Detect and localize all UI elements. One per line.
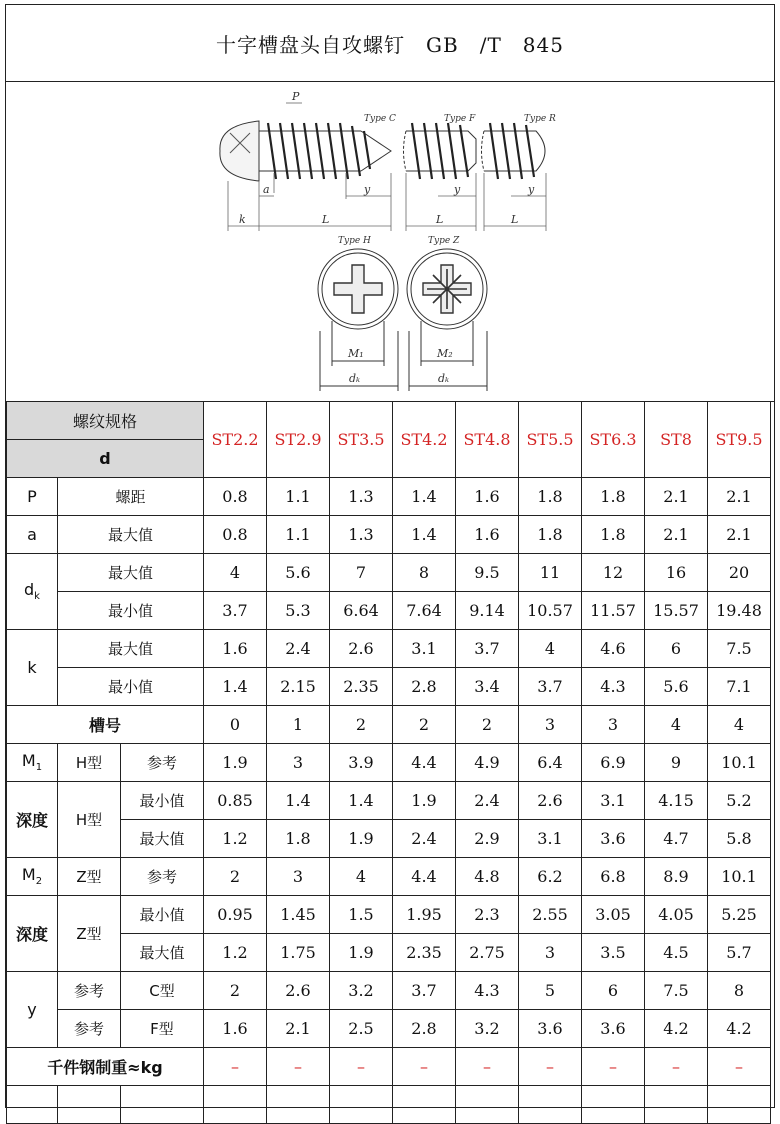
value-cell: 1.8 bbox=[519, 516, 582, 554]
value-cell: 2.35 bbox=[330, 668, 393, 706]
table-row bbox=[7, 820, 771, 858]
value-cell: 2.3 bbox=[456, 896, 519, 934]
value-cell: 2.8 bbox=[393, 1010, 456, 1048]
value-cell: 1.2 bbox=[204, 934, 267, 972]
value-cell: 4 bbox=[645, 706, 708, 744]
symbol-text: M bbox=[21, 865, 36, 885]
row-type: H型 bbox=[58, 782, 121, 858]
blank-cell bbox=[708, 1086, 771, 1124]
value-cell: 0.8 bbox=[204, 478, 267, 516]
value-cell: 6.8 bbox=[582, 858, 645, 896]
value-cell: – bbox=[708, 1048, 771, 1086]
value-cell: – bbox=[645, 1048, 708, 1086]
value-cell: 4.15 bbox=[645, 782, 708, 820]
value-cell: 5.2 bbox=[708, 782, 771, 820]
value-cell: 10.1 bbox=[708, 744, 771, 782]
value-cell: – bbox=[393, 1048, 456, 1086]
dk-label-z: dₖ bbox=[438, 372, 450, 385]
table-row bbox=[7, 516, 771, 554]
value-cell: 15.57 bbox=[645, 592, 708, 630]
value-cell: 3.2 bbox=[330, 972, 393, 1010]
symbol-text: d bbox=[24, 580, 35, 600]
value-cell: 3 bbox=[519, 934, 582, 972]
row-label: 参考 bbox=[58, 972, 121, 1010]
row-type: Z型 bbox=[58, 896, 121, 972]
row-label: 最大值 bbox=[58, 554, 204, 592]
value-cell: 1.6 bbox=[456, 478, 519, 516]
value-cell: 4.3 bbox=[456, 972, 519, 1010]
size-header: ST8 bbox=[645, 402, 708, 478]
value-cell: 8 bbox=[708, 972, 771, 1010]
value-cell: 1.75 bbox=[267, 934, 330, 972]
value-cell: 10.57 bbox=[519, 592, 582, 630]
row-label: 最小值 bbox=[121, 896, 204, 934]
value-cell: 2.6 bbox=[519, 782, 582, 820]
type-c-label: Type C bbox=[364, 114, 396, 124]
value-cell: 5.8 bbox=[708, 820, 771, 858]
value-cell: 6.64 bbox=[330, 592, 393, 630]
value-cell: 4 bbox=[519, 630, 582, 668]
value-cell: – bbox=[330, 1048, 393, 1086]
value-cell: 3.7 bbox=[204, 592, 267, 630]
row-type: F型 bbox=[121, 1010, 204, 1048]
row-symbol: P bbox=[7, 478, 58, 516]
row-symbol: 深度 bbox=[7, 896, 58, 972]
table-row bbox=[7, 896, 771, 934]
m2-label: M₂ bbox=[437, 347, 453, 360]
size-header: ST9.5 bbox=[708, 402, 771, 478]
row-symbol: y bbox=[7, 972, 58, 1048]
value-cell: 3 bbox=[519, 706, 582, 744]
value-cell: 1.8 bbox=[267, 820, 330, 858]
blank-cell bbox=[645, 1086, 708, 1124]
value-cell: 2 bbox=[330, 706, 393, 744]
row-label: 最小值 bbox=[58, 592, 204, 630]
value-cell: 2.15 bbox=[267, 668, 330, 706]
value-cell: 1.9 bbox=[393, 782, 456, 820]
value-cell: – bbox=[519, 1048, 582, 1086]
value-cell: 3.1 bbox=[582, 782, 645, 820]
value-cell: 1.4 bbox=[204, 668, 267, 706]
value-cell: 6.4 bbox=[519, 744, 582, 782]
value-cell: 2 bbox=[204, 858, 267, 896]
table-row bbox=[7, 668, 771, 706]
value-cell: 2 bbox=[393, 706, 456, 744]
value-cell: 2.1 bbox=[708, 516, 771, 554]
value-cell: 2.9 bbox=[456, 820, 519, 858]
blank-cell bbox=[58, 1086, 121, 1124]
table-row bbox=[7, 1010, 771, 1048]
value-cell: 3.7 bbox=[456, 630, 519, 668]
row-symbol bbox=[7, 744, 58, 782]
value-cell: 1.9 bbox=[330, 820, 393, 858]
row-label: 参考 bbox=[58, 1010, 121, 1048]
spec-table bbox=[6, 401, 771, 1124]
row-symbol: 深度 bbox=[7, 782, 58, 858]
row-label: 参考 bbox=[121, 858, 204, 896]
value-cell: 3.6 bbox=[582, 820, 645, 858]
value-cell: 2.1 bbox=[645, 516, 708, 554]
size-header: ST2.9 bbox=[267, 402, 330, 478]
table-row bbox=[7, 782, 771, 820]
value-cell: 11.57 bbox=[582, 592, 645, 630]
blank-cell bbox=[7, 1086, 58, 1124]
value-cell: 2.1 bbox=[267, 1010, 330, 1048]
value-cell: 5.6 bbox=[645, 668, 708, 706]
value-cell: 20 bbox=[708, 554, 771, 592]
value-cell: 4 bbox=[330, 858, 393, 896]
value-cell: 7.64 bbox=[393, 592, 456, 630]
value-cell: 1.45 bbox=[267, 896, 330, 934]
dk-label-h: dₖ bbox=[349, 372, 361, 385]
value-cell: 1.4 bbox=[393, 478, 456, 516]
page-title: 十字槽盘头自攻螺钉 GB /T 845 bbox=[6, 5, 774, 82]
row-label: 最大值 bbox=[121, 820, 204, 858]
symbol-subscript: 2 bbox=[35, 876, 43, 888]
value-cell: 3.1 bbox=[519, 820, 582, 858]
row-symbol bbox=[7, 858, 58, 896]
table-row bbox=[7, 858, 771, 896]
row-label: 最小值 bbox=[121, 782, 204, 820]
value-cell: 5.6 bbox=[267, 554, 330, 592]
table-row bbox=[7, 478, 771, 516]
blank-cell bbox=[121, 1086, 204, 1124]
value-cell: 3.7 bbox=[393, 972, 456, 1010]
y-label-r: y bbox=[528, 183, 535, 196]
value-cell: 3.1 bbox=[393, 630, 456, 668]
row-symbol bbox=[7, 554, 58, 630]
value-cell: 1.6 bbox=[456, 516, 519, 554]
value-cell: 3.6 bbox=[519, 1010, 582, 1048]
value-cell: 7.5 bbox=[708, 630, 771, 668]
value-cell: 2.6 bbox=[267, 972, 330, 1010]
value-cell: 2.75 bbox=[456, 934, 519, 972]
value-cell: 1.1 bbox=[267, 516, 330, 554]
value-cell: – bbox=[582, 1048, 645, 1086]
type-z-head bbox=[407, 249, 487, 391]
value-cell: 7 bbox=[330, 554, 393, 592]
table-row bbox=[7, 554, 771, 592]
symbol-subscript: 1 bbox=[35, 762, 43, 774]
value-cell: 2.35 bbox=[393, 934, 456, 972]
value-cell: 4 bbox=[708, 706, 771, 744]
d-label: d bbox=[7, 440, 204, 478]
value-cell: 1.2 bbox=[204, 820, 267, 858]
value-cell: 19.48 bbox=[708, 592, 771, 630]
value-cell: 3.2 bbox=[456, 1010, 519, 1048]
table-row bbox=[7, 934, 771, 972]
k-label: k bbox=[239, 213, 246, 226]
value-cell: 8.9 bbox=[645, 858, 708, 896]
value-cell: 4.4 bbox=[393, 744, 456, 782]
size-header: ST2.2 bbox=[204, 402, 267, 478]
value-cell: 1.9 bbox=[204, 744, 267, 782]
spec-label: 螺纹规格 bbox=[7, 402, 204, 440]
row-type: Z型 bbox=[58, 858, 121, 896]
value-cell: 1.5 bbox=[330, 896, 393, 934]
blank-cell bbox=[456, 1086, 519, 1124]
value-cell: 11 bbox=[519, 554, 582, 592]
value-cell: 2.6 bbox=[330, 630, 393, 668]
row-symbol: k bbox=[7, 630, 58, 706]
value-cell: 9 bbox=[645, 744, 708, 782]
value-cell: 4.4 bbox=[393, 858, 456, 896]
y-label-c: y bbox=[364, 183, 371, 196]
symbol-subscript: k bbox=[34, 591, 40, 603]
l-label-f: L bbox=[436, 213, 444, 226]
row-label: 螺距 bbox=[58, 478, 204, 516]
value-cell: 4.5 bbox=[645, 934, 708, 972]
value-cell: 1.9 bbox=[330, 934, 393, 972]
value-cell: 0.8 bbox=[204, 516, 267, 554]
value-cell: 5.25 bbox=[708, 896, 771, 934]
value-cell: 8 bbox=[393, 554, 456, 592]
row-label: 槽号 bbox=[7, 706, 204, 744]
screw-drawing bbox=[6, 81, 774, 402]
value-cell: 1.3 bbox=[330, 478, 393, 516]
blank-cell bbox=[393, 1086, 456, 1124]
size-header: ST4.2 bbox=[393, 402, 456, 478]
table-row bbox=[7, 592, 771, 630]
screw-drawing-svg bbox=[6, 81, 774, 401]
value-cell: 3 bbox=[267, 858, 330, 896]
value-cell: 6 bbox=[582, 972, 645, 1010]
type-f-label: Type F bbox=[444, 114, 476, 124]
type-h-label: Type H bbox=[338, 236, 371, 246]
row-label: 最大值 bbox=[121, 934, 204, 972]
value-cell: 1 bbox=[267, 706, 330, 744]
l-label-c: L bbox=[322, 213, 330, 226]
row-type: H型 bbox=[58, 744, 121, 782]
type-h-head bbox=[318, 249, 398, 391]
row-label: 千件钢制重≈kg bbox=[7, 1048, 204, 1086]
value-cell: 3 bbox=[582, 706, 645, 744]
pitch-label: P bbox=[292, 90, 300, 103]
value-cell: – bbox=[267, 1048, 330, 1086]
size-header: ST3.5 bbox=[330, 402, 393, 478]
value-cell: 5.3 bbox=[267, 592, 330, 630]
spec-sheet bbox=[5, 4, 775, 1108]
value-cell: 9.14 bbox=[456, 592, 519, 630]
value-cell: 4.05 bbox=[645, 896, 708, 934]
value-cell: 4.8 bbox=[456, 858, 519, 896]
row-label: 最小值 bbox=[58, 668, 204, 706]
blank-cell bbox=[582, 1086, 645, 1124]
value-cell: 1.6 bbox=[204, 630, 267, 668]
value-cell: 2.8 bbox=[393, 668, 456, 706]
value-cell: 6 bbox=[645, 630, 708, 668]
value-cell: 5 bbox=[519, 972, 582, 1010]
value-cell: 0.85 bbox=[204, 782, 267, 820]
value-cell: 4.7 bbox=[645, 820, 708, 858]
value-cell: 3.4 bbox=[456, 668, 519, 706]
table-row bbox=[7, 706, 771, 744]
value-cell: 4 bbox=[204, 554, 267, 592]
type-z-label: Type Z bbox=[428, 236, 460, 246]
blank-cell bbox=[204, 1086, 267, 1124]
size-header: ST4.8 bbox=[456, 402, 519, 478]
value-cell: 2.4 bbox=[393, 820, 456, 858]
value-cell: 1.4 bbox=[267, 782, 330, 820]
row-symbol: a bbox=[7, 516, 58, 554]
value-cell: 4.9 bbox=[456, 744, 519, 782]
value-cell: 4.3 bbox=[582, 668, 645, 706]
a-label: a bbox=[263, 183, 270, 196]
table-row bbox=[7, 744, 771, 782]
value-cell: 1.3 bbox=[330, 516, 393, 554]
value-cell: 5.7 bbox=[708, 934, 771, 972]
value-cell: 1.8 bbox=[582, 478, 645, 516]
value-cell: 7.5 bbox=[645, 972, 708, 1010]
value-cell: 3.05 bbox=[582, 896, 645, 934]
symbol-text: M bbox=[21, 751, 36, 771]
value-cell: 1.8 bbox=[519, 478, 582, 516]
m1-label: M₁ bbox=[348, 347, 364, 360]
table-row bbox=[7, 972, 771, 1010]
value-cell: 3 bbox=[267, 744, 330, 782]
y-label-f: y bbox=[454, 183, 461, 196]
size-header: ST6.3 bbox=[582, 402, 645, 478]
value-cell: 2.1 bbox=[645, 478, 708, 516]
value-cell: 6.9 bbox=[582, 744, 645, 782]
value-cell: 4.2 bbox=[645, 1010, 708, 1048]
row-label: 参考 bbox=[121, 744, 204, 782]
value-cell: 3.7 bbox=[519, 668, 582, 706]
value-cell: 10.1 bbox=[708, 858, 771, 896]
row-type: C型 bbox=[121, 972, 204, 1010]
type-r-label: Type R bbox=[524, 114, 556, 124]
value-cell: 2.5 bbox=[330, 1010, 393, 1048]
value-cell: 1.1 bbox=[267, 478, 330, 516]
value-cell: 1.6 bbox=[204, 1010, 267, 1048]
table-row bbox=[7, 1048, 771, 1086]
value-cell: 2 bbox=[204, 972, 267, 1010]
size-header: ST5.5 bbox=[519, 402, 582, 478]
value-cell: 3.9 bbox=[330, 744, 393, 782]
row-label: 最大值 bbox=[58, 516, 204, 554]
table-row bbox=[7, 630, 771, 668]
blank-row bbox=[7, 1086, 771, 1124]
value-cell: 7.1 bbox=[708, 668, 771, 706]
l-label-r: L bbox=[511, 213, 519, 226]
value-cell: 2.4 bbox=[456, 782, 519, 820]
value-cell: 4.2 bbox=[708, 1010, 771, 1048]
blank-cell bbox=[267, 1086, 330, 1124]
value-cell: 3.6 bbox=[582, 1010, 645, 1048]
value-cell: 16 bbox=[645, 554, 708, 592]
value-cell: – bbox=[456, 1048, 519, 1086]
value-cell: 12 bbox=[582, 554, 645, 592]
value-cell: 4.6 bbox=[582, 630, 645, 668]
value-cell: 3.5 bbox=[582, 934, 645, 972]
value-cell: 0 bbox=[204, 706, 267, 744]
value-cell: 0.95 bbox=[204, 896, 267, 934]
value-cell: 6.2 bbox=[519, 858, 582, 896]
value-cell: 2 bbox=[456, 706, 519, 744]
value-cell: 1.4 bbox=[393, 516, 456, 554]
blank-cell bbox=[330, 1086, 393, 1124]
value-cell: 1.8 bbox=[582, 516, 645, 554]
value-cell: 2.4 bbox=[267, 630, 330, 668]
value-cell: 2.1 bbox=[708, 478, 771, 516]
value-cell: 9.5 bbox=[456, 554, 519, 592]
value-cell: – bbox=[204, 1048, 267, 1086]
value-cell: 2.55 bbox=[519, 896, 582, 934]
value-cell: 1.4 bbox=[330, 782, 393, 820]
row-label: 最大值 bbox=[58, 630, 204, 668]
blank-cell bbox=[519, 1086, 582, 1124]
value-cell: 1.95 bbox=[393, 896, 456, 934]
